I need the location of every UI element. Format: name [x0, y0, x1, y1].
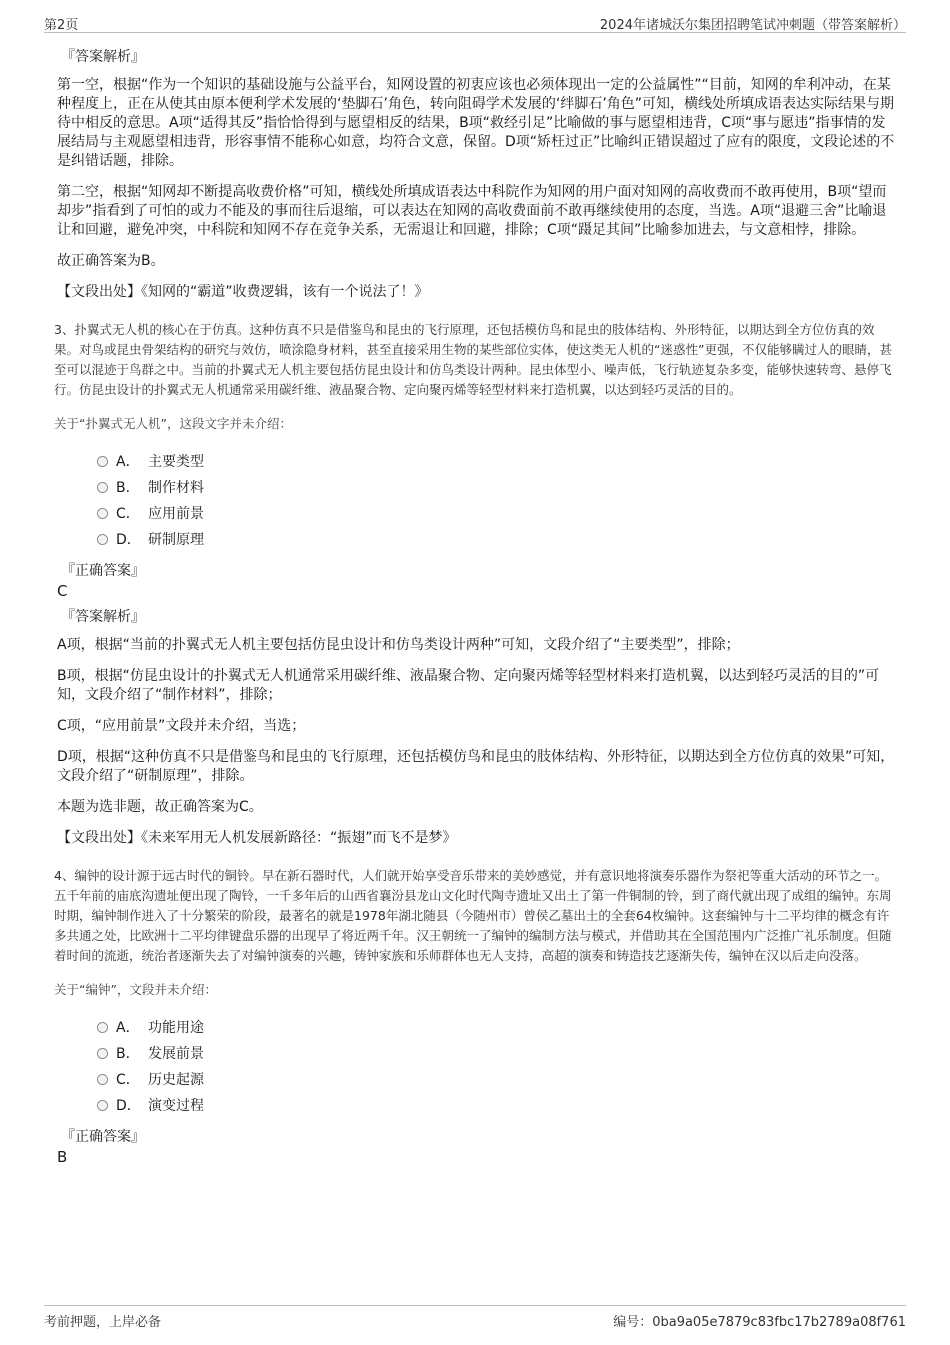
option-a[interactable]: A． 主要类型	[97, 448, 895, 474]
radio-icon[interactable]	[97, 456, 108, 467]
source-citation: 【文段出处】《未来军用无人机发展新路径：“振翅”而飞不是梦》	[57, 830, 457, 846]
analysis-label: 『答案解析』	[61, 609, 145, 625]
analysis-paragraph: 本题为选非题，故正确答案为C。	[57, 799, 263, 815]
analysis-paragraph: A项，根据“当前的扑翼式无人机主要包括仿昆虫设计和仿鸟类设计两种”可知，文段介绍了“主要类型”，排除；	[57, 637, 740, 653]
question-3-prompt: 关于“扑翼式无人机”，这段文字并未介绍：	[54, 416, 292, 431]
option-c[interactable]: C． 历史起源	[97, 1066, 895, 1092]
radio-icon[interactable]	[97, 534, 108, 545]
correct-answer: B	[57, 1148, 68, 1166]
option-b[interactable]: B． 发展前景	[97, 1040, 895, 1066]
page-header	[44, 12, 906, 33]
analysis-paragraph: C项，“应用前景”文段并未介绍，当选；	[57, 718, 306, 734]
analysis-paragraph: 第一空，根据“作为一个知识的基础设施与公益平台，知网设置的初衷应该也必须体现出一定的公益属性”“目前，知网的牟利冲动，在某种程度上，正在从使其由原本便利学术发展的‘垫脚石’角色，转向阻碍学术发展的‘绊脚石’角色”可知，横线处所填成语表达实际结果与期待中相反的意思。A项“适得其反”指恰恰得到与愿望相反的结果，B项“救经引足”比喻做的事与愿望相违背，C项“事与愿违”指事情的发展结局与主观愿望相违背，形容事情不能称心如意，均符合文意，保留。D项“矫枉过正”比喻纠正错误超过了应有的限度，文段论述的不是纠错话题，排除。	[57, 77, 895, 169]
question-4-text: 4、编钟的设计源于远古时代的铜铃。早在新石器时代，人们就开始享受音乐带来的美妙感觉，并有意识地将演奏乐器作为祭祀等重大活动的环节之一。五千年前的庙底沟遗址便出现了陶铃，一千多年后的山西省襄汾县龙山文化时代陶寺遗址又出土了第一件铜制的铃，到了商代就出现了成组的编钟。东周时期，编钟制作进入了十分繁荣的阶段，最著名的就是1978年湖北随县（今随州市）曾侯乙墓出土的全套64枚编钟。这套编钟与十二平均律的概念有许多共通之处，比欧洲十二平均律键盘乐器的出现早了将近两千年。汉王朝统一了编钟的编制方法与模式，并借助其在全国范围内广泛推广礼乐制度。但随着时间的流逝，统治者逐渐失去了对编钟演奏的兴趣，铸钟家族和乐师群体也无人支持，高超的演奏和铸造技艺逐渐失传，编钟在汉以后走向没落。	[54, 868, 892, 963]
option-b[interactable]: B． 制作材料	[97, 474, 895, 500]
radio-icon[interactable]	[97, 1048, 108, 1059]
correct-answer: C	[57, 582, 68, 600]
radio-icon[interactable]	[97, 508, 108, 519]
correct-answer-label: 『正确答案』	[61, 1129, 145, 1145]
source-citation: 【文段出处】《知网的“霸道”收费逻辑，该有一个说法了！》	[57, 284, 429, 300]
analysis-paragraph: 故正确答案为B。	[57, 253, 165, 269]
radio-icon[interactable]	[97, 1100, 108, 1111]
analysis-paragraph: D项，根据“这种仿真不只是借鉴鸟和昆虫的飞行原理，还包括模仿鸟和昆虫的肢体结构、外形特征，以期达到全方位仿真的效果”可知，文段介绍了“研制原理”，排除。	[57, 749, 895, 784]
question-3-text: 3、扑翼式无人机的核心在于仿真。这种仿真不只是借鉴鸟和昆虫的飞行原理，还包括模仿鸟和昆虫的肢体结构、外形特征，以期达到全方位仿真的效果。对鸟或昆虫骨架结构的研究与效仿，喷涂隐身材料，甚至直接采用生物的某些部位实体，使这类无人机的“迷惑性”更强，不仅能够瞒过人的眼睛，甚至可以混迹于鸟群之中。当前的扑翼式无人机主要包括仿昆虫设计和仿鸟类设计两种。昆虫体型小、噪声低，飞行轨迹复杂多变，能够快速转弯、悬停飞行。仿昆虫设计的扑翼式无人机通常采用碳纤维、液晶聚合物、定向聚丙烯等轻型材料来打造机翼，以达到轻巧灵活的目的。	[54, 322, 892, 397]
option-a[interactable]: A． 功能用途	[97, 1014, 895, 1040]
document-title: 2024年诸城沃尔集团招聘笔试冲刺题（带答案解析）	[599, 18, 906, 33]
document-id: 编号：0ba9a05e7879c83fbc17b2789a08f761	[613, 1315, 906, 1330]
correct-answer-label: 『正确答案』	[61, 563, 145, 579]
radio-icon[interactable]	[97, 1074, 108, 1085]
question-4-options	[97, 1014, 895, 1118]
analysis-label: 『答案解析』	[61, 49, 145, 65]
option-c[interactable]: C． 应用前景	[97, 500, 895, 526]
option-d[interactable]: D． 研制原理	[97, 526, 895, 552]
analysis-paragraph: B项，根据“仿昆虫设计的扑翼式无人机通常采用碳纤维、液晶聚合物、定向聚丙烯等轻型材料来打造机翼，以达到轻巧灵活的目的”可知，文段介绍了“制作材料”，排除；	[57, 668, 880, 703]
analysis-paragraph: 第二空，根据“知网却不断提高收费价格”可知，横线处所填成语表达中科院作为知网的用户面对知网的高收费而不敢再使用，B项“望而却步”指看到了可怕的或力不能及的事而往后退缩，可以表达在知网的高收费面前不敢再继续使用的态度，当选。A项“退避三舍”比喻退让和回避，避免冲突，中科院和知网不存在竞争关系，无需退让和回避，排除；C项“蹑足其间”比喻参加进去，与文意相悖，排除。	[57, 184, 887, 238]
page-footer	[44, 1305, 906, 1328]
question-3-options	[97, 448, 895, 552]
radio-icon[interactable]	[97, 1022, 108, 1033]
page-content	[54, 40, 895, 1170]
question-4-prompt: 关于“编钟”，文段并未介绍：	[54, 982, 217, 997]
option-d[interactable]: D． 演变过程	[97, 1092, 895, 1118]
footer-slogan: 考前押题，上岸必备	[44, 1315, 162, 1330]
radio-icon[interactable]	[97, 482, 108, 493]
page-number: 第2页	[44, 18, 79, 33]
